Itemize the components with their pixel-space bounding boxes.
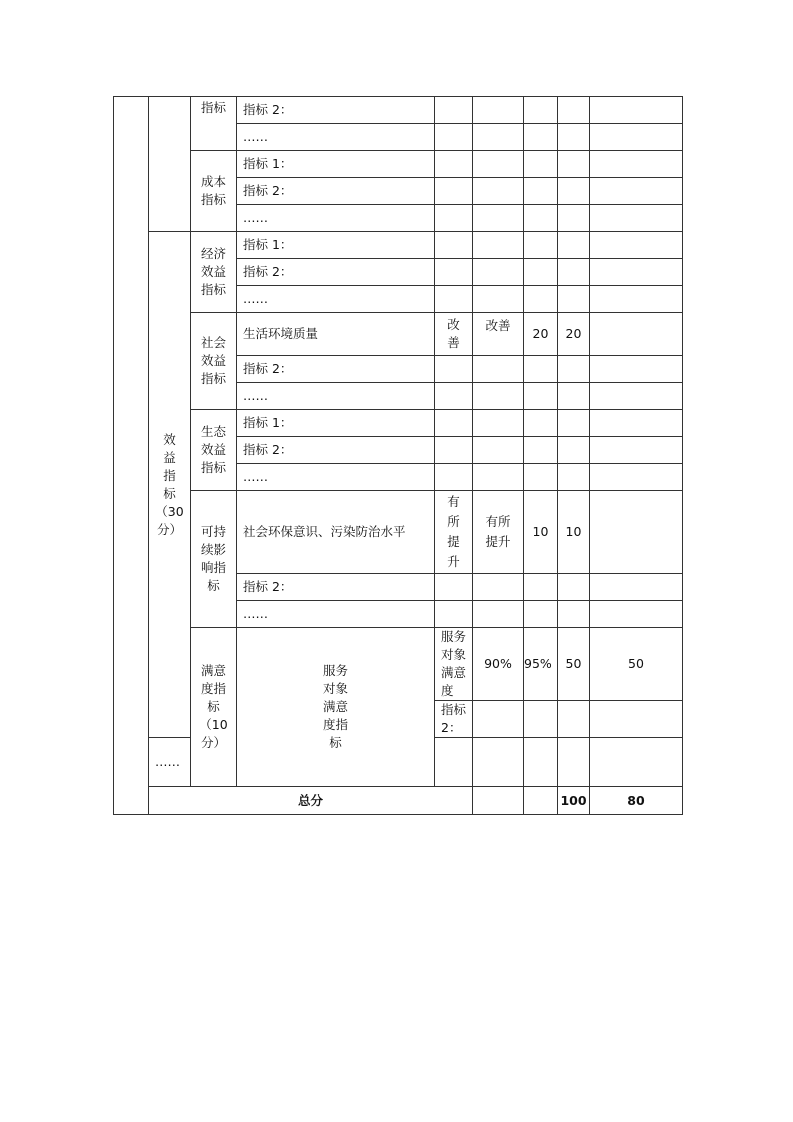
cost-indicator-label — [191, 151, 237, 232]
total-row — [114, 787, 683, 815]
benefit-label-text: 效 益 指 标 （30 分） — [155, 431, 184, 537]
indicator-item: …… — [237, 205, 435, 232]
econ-label-text: 经济 效益 指标 — [200, 246, 226, 297]
indicator-item: 生活环境质量 — [237, 313, 435, 356]
actual-text: 有所 提升 — [485, 514, 511, 549]
score-value: 10 — [558, 491, 590, 574]
service-satisfaction-label — [237, 628, 435, 787]
indicator-item: …… — [237, 286, 435, 313]
indicator-item: 指标 2： — [435, 701, 473, 738]
indicator-item: 指标 2： — [237, 356, 435, 383]
economic-indicator-label — [191, 232, 237, 313]
indicator-item: 服务对象满意度 — [435, 628, 473, 701]
level2-cell — [149, 97, 191, 232]
actual-value — [473, 491, 524, 574]
benefit-indicator-label — [149, 232, 191, 738]
score-value: 20 — [558, 313, 590, 356]
table-row — [114, 232, 683, 259]
table-row — [114, 410, 683, 437]
target-value — [435, 491, 473, 574]
indicator-item: …… — [149, 738, 191, 787]
indicator-item: …… — [237, 601, 435, 628]
indicator-item: …… — [237, 464, 435, 491]
performance-indicator-table — [113, 96, 683, 815]
indicator-item: …… — [237, 383, 435, 410]
table-row — [114, 491, 683, 574]
indicator-item: 指标 1： — [237, 410, 435, 437]
indicator-item: 指标 1： — [237, 151, 435, 178]
weight-value: 50 — [558, 628, 590, 701]
ecological-indicator-label — [191, 410, 237, 491]
target-text: 改 善 — [447, 317, 460, 350]
target-value: 90% — [473, 628, 524, 701]
cost-label-text: 成本 指标 — [200, 174, 226, 207]
weight-cell — [524, 97, 558, 124]
indicator-item: 社会环保意识、污染防治水平 — [237, 491, 435, 574]
score-cell — [558, 97, 590, 124]
total-label: 总分 — [149, 787, 473, 815]
sat-l2-text: 满意 度指 标 （10 分） — [199, 663, 228, 750]
indicator-item: 指标 2： — [237, 574, 435, 601]
total-score: 80 — [590, 787, 683, 815]
target-cell — [435, 97, 473, 124]
score-value: 50 — [590, 628, 683, 701]
table-row — [114, 628, 683, 701]
social-label-text: 社会 效益 指标 — [200, 335, 226, 386]
indicator-item: 指标 2： — [237, 97, 435, 124]
weight-value: 10 — [524, 491, 558, 574]
indicator-item: 指标 2： — [237, 437, 435, 464]
indicator-item: 指标 1： — [237, 232, 435, 259]
indicator-item: 指标 2： — [237, 178, 435, 205]
actual-value: 95% — [524, 628, 558, 701]
target-text: 有 所 提 升 — [447, 494, 460, 569]
sustainable-indicator-label — [191, 491, 237, 628]
weight-value: 20 — [524, 313, 558, 356]
indicator-item: 指标 2： — [237, 259, 435, 286]
actual-cell — [473, 97, 524, 124]
satisfaction-indicator-label — [191, 628, 237, 787]
sus-label-text: 可持 续影 响指 标 — [200, 524, 226, 593]
actual-value: 改善 — [473, 313, 524, 356]
indicator-item: …… — [237, 124, 435, 151]
table-row — [114, 151, 683, 178]
target-value — [435, 313, 473, 356]
total-weight: 100 — [558, 787, 590, 815]
note-cell — [590, 97, 683, 124]
social-indicator-label — [191, 313, 237, 410]
table-row — [114, 97, 683, 124]
table-row — [114, 313, 683, 356]
level1-cell — [114, 97, 149, 815]
level3-label: 指标 — [191, 97, 237, 151]
eco-label-text: 生态 效益 指标 — [200, 424, 226, 475]
sat-l3-text: 服务 对象 满意 度指 标 — [322, 663, 348, 750]
